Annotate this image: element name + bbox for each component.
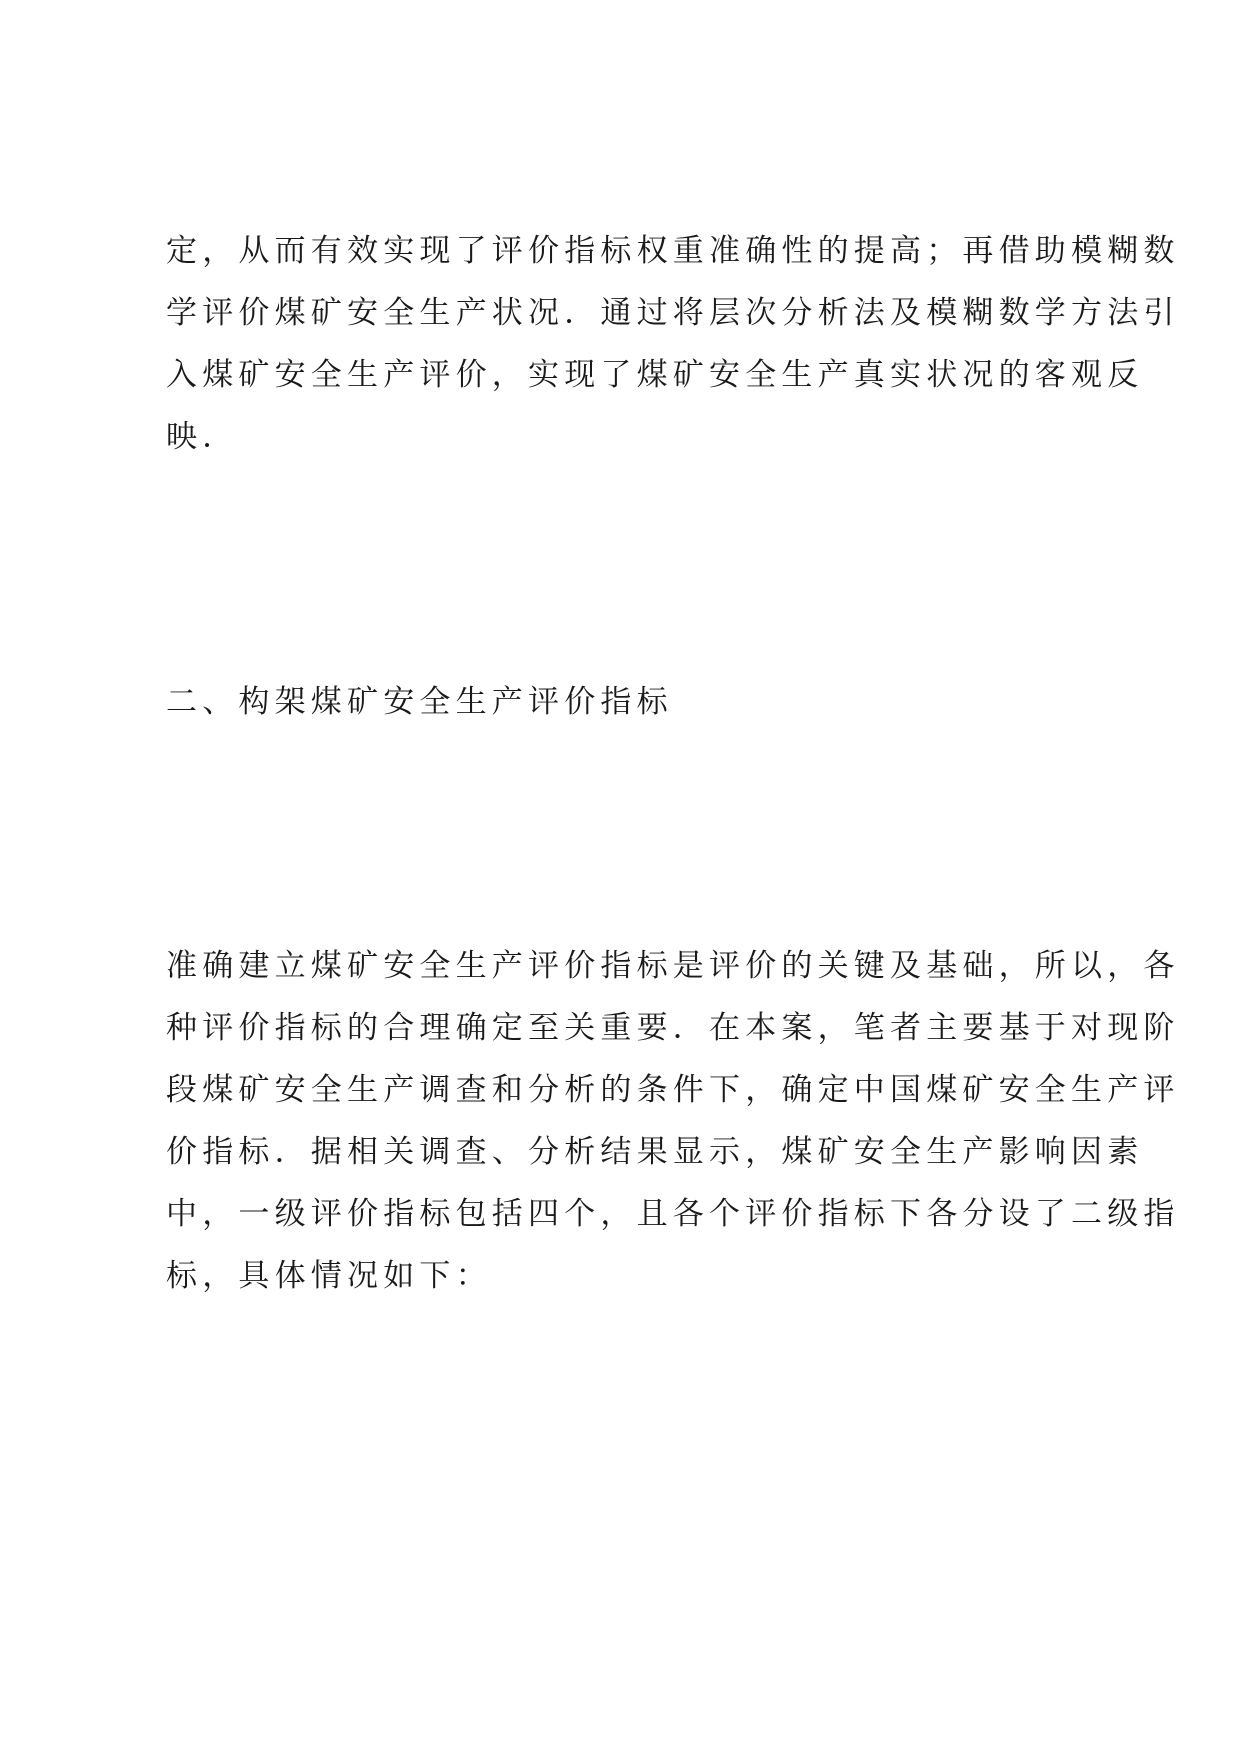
paragraph-1-line-4: 映． [166, 419, 239, 455]
paragraph-2-line-2: 种评价指标的合理确定至关重要．在本案，笔者主要基于对现阶 [166, 1010, 1180, 1046]
section-heading-text: 二、构架煤矿安全生产评价指标 [166, 684, 673, 720]
paragraph-2-line-6: 标，具体情况如下： [166, 1258, 492, 1294]
paragraph-2-line-3: 段煤矿安全生产调查和分析的条件下，确定中国煤矿安全生产评 [166, 1072, 1180, 1108]
paragraph-1-line-1: 定，从而有效实现了评价指标权重准确性的提高；再借助模糊数 [166, 233, 1180, 269]
paragraph-2-line-1: 准确建立煤矿安全生产评价指标是评价的关键及基础，所以，各 [166, 948, 1180, 984]
paragraph-1-line-3: 入煤矿安全生产评价，实现了煤矿安全生产真实状况的客观反 [166, 357, 1144, 393]
paragraph-1-line-2: 学评价煤矿安全生产状况．通过将层次分析法及模糊数学方法引 [166, 295, 1180, 331]
paragraph-2-line-5: 中，一级评价指标包括四个，且各个评价指标下各分设了二级指 [166, 1196, 1180, 1232]
paragraph-2-line-4: 价指标．据相关调查、分析结果显示，煤矿安全生产影响因素 [166, 1134, 1144, 1170]
